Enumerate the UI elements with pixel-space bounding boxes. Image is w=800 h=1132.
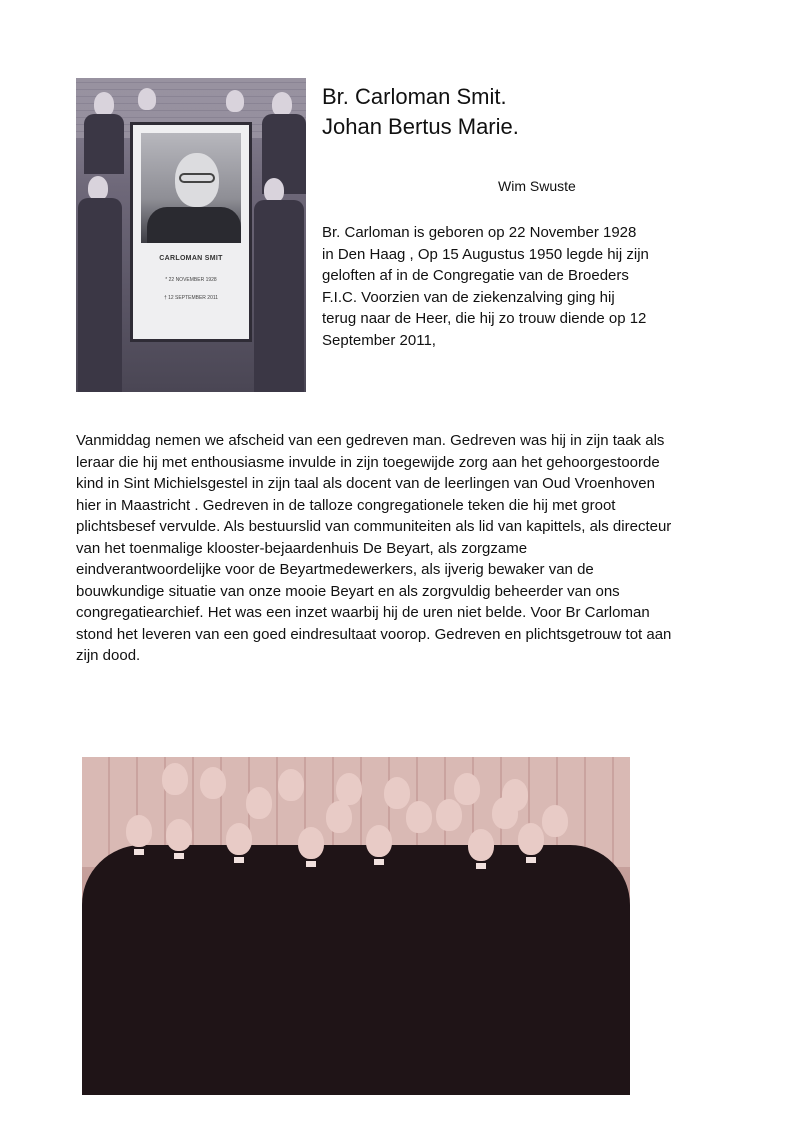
photo-person [298,827,324,859]
page-title [322,82,519,142]
title-line-fullname: Johan Bertus Marie. [322,114,519,139]
photo-person [326,801,352,833]
photo-person [246,787,272,819]
placard-died: † 12 SEPTEMBER 2011 [163,295,219,301]
placard-name: CARLOMAN SMIT [159,255,223,262]
photo-group-cassocks [82,845,630,1095]
photo-person [264,178,284,202]
photo-person [468,829,494,861]
memorial-placard [130,122,252,342]
photo-person [94,92,114,116]
photo-person [138,88,156,110]
group-photo [82,757,630,1095]
photo-person [366,825,392,857]
photo-person [406,801,432,833]
photo-person [454,773,480,805]
photo-person [384,777,410,809]
photo-person [278,769,304,801]
photo-person [226,90,244,112]
photo-person [542,805,568,837]
title-line-name: Br. Carloman Smit. [322,84,507,109]
intro-paragraph: Br. Carloman is geboren op 22 November 1928 in Den Haag , Op 15 Augustus 1950 legde hij zijn geloften af in de Congregatie van de Broeders F.I.C. Voorzien van de ziekenzalving ging hij terug naar de Heer, die hij zo trouw diende op 12 September 2011, [322,224,649,349]
placard-portrait [141,133,241,243]
photo-person [84,114,124,174]
photo-person [166,819,192,851]
memorial-photo [76,78,306,392]
photo-person [126,815,152,847]
body-paragraph: Vanmiddag nemen we afscheid van een gedreven man. Gedreven was hij in zijn taak als leraar die hij met enthousiasme invulde in zijn toegewijde zorg aan het gehoorgestoorde kind in Sint Michielsgestel in zijn taal als docent van de leerlingen van Oud Vroenhoven hier in Maastricht . Gedreven in de talloze congregationele teken die hij met groot plichtsbesef vervulde. Als bestuurslid van communiteiten als lid van kapittels, als directeur van het toenmalige klooster-bejaardenhuis De Beyart, als zorgzame eindverantwoordelijke voor de Beyartmedewerkers, als ijverig bewaker van de bouwkundige situatie van onze mooie Beyart en als zorgvuldig beheerder van ons congregatiearchief. Het was een inzet waarbij hij de uren niet belde. Voor Br Carloman stond het leveren van een goed eindresultaat voorop. Gedreven en plichtsgetrouw tot aan zijn dood. [76,432,672,664]
author-name: Wim Swuste [498,178,576,194]
photo-person [162,763,188,795]
photo-person [492,797,518,829]
photo-person [518,823,544,855]
photo-person [272,92,292,116]
photo-person [88,176,108,200]
photo-person [78,198,122,392]
photo-person [436,799,462,831]
photo-person [254,200,304,392]
photo-person [200,767,226,799]
photo-person [226,823,252,855]
placard-born: * 22 NOVEMBER 1928 [165,277,217,283]
